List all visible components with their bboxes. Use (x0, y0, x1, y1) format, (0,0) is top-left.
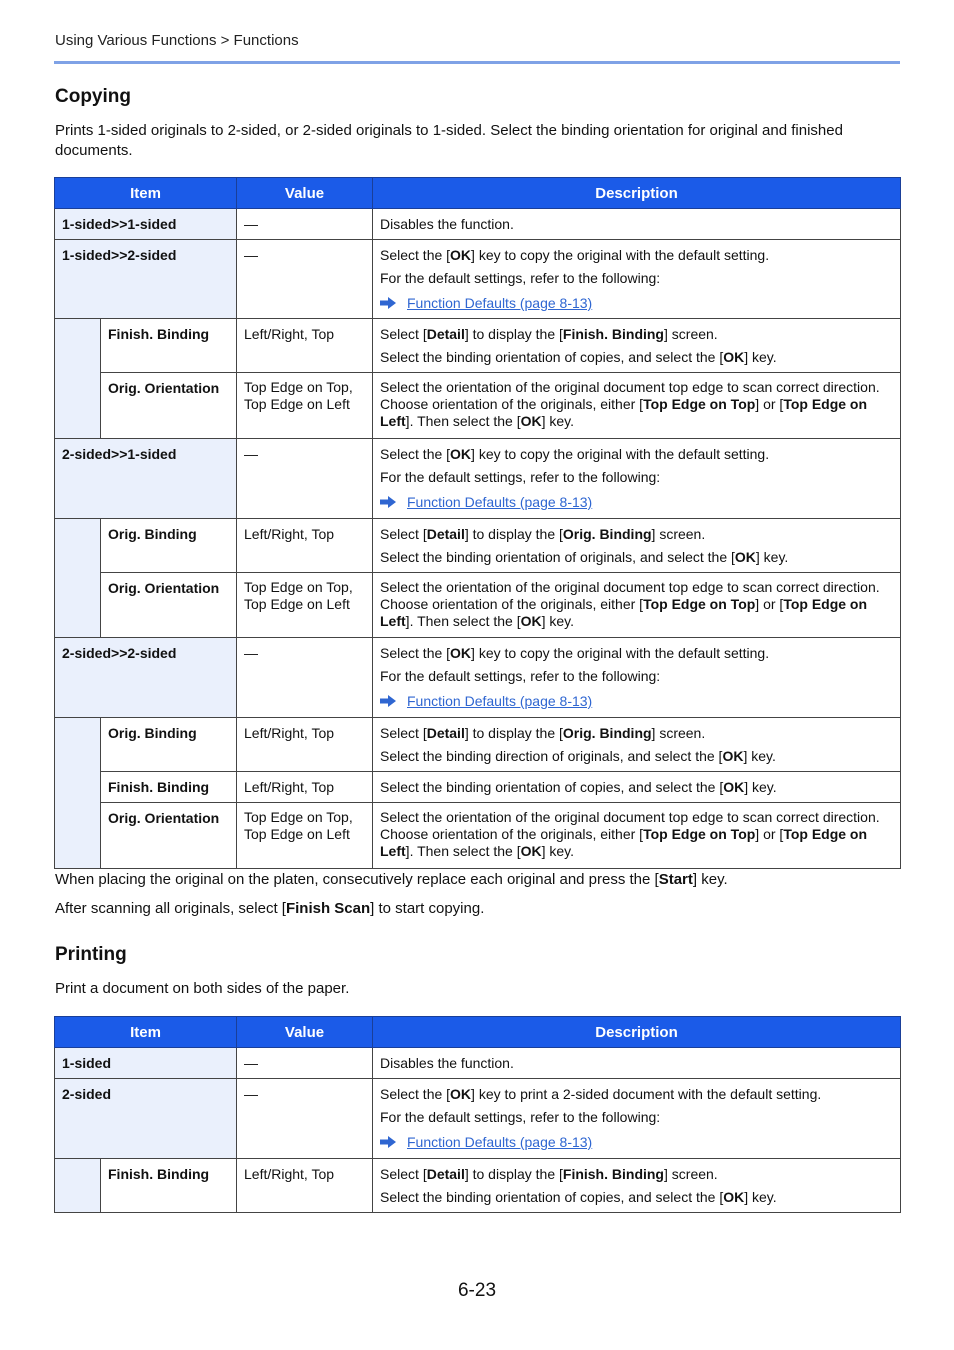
header-item: Item (55, 178, 237, 209)
value-cell: Top Edge on Top, Top Edge on Left (237, 373, 373, 439)
table-header-row (55, 178, 901, 209)
value-cell: — (237, 1079, 373, 1159)
description-cell (373, 772, 901, 803)
description-text: Select the [OK] key to print a 2-sided document with the default setting. (380, 1086, 822, 1102)
description-cell (373, 1079, 901, 1159)
copying-note-start: When placing the original on the platen, consecutively replace each original and press the [Start] key. (55, 871, 728, 888)
item-cell: Finish. Binding (101, 319, 237, 373)
printing-table (54, 1016, 901, 1213)
indent-cell (55, 1159, 101, 1213)
arrow-right-icon (380, 1134, 396, 1146)
description-text: Select the binding orientation of copies, and select the [OK] key. (380, 1189, 777, 1205)
table-row (55, 373, 901, 439)
description-cell (373, 1159, 901, 1213)
function-defaults-link[interactable]: Function Defaults (page 8-13) (407, 295, 593, 311)
table-row (55, 439, 901, 519)
value-cell: Left/Right, Top (237, 319, 373, 373)
function-defaults-link[interactable]: Function Defaults (page 8-13) (407, 693, 593, 709)
value-cell: — (237, 240, 373, 319)
item-cell: 1-sided (55, 1048, 237, 1079)
value-cell: — (237, 209, 373, 240)
indent-cell (55, 319, 101, 439)
item-cell: Orig. Binding (101, 519, 237, 573)
section-title-copying: Copying (55, 86, 131, 107)
value-cell: Top Edge on Top, Top Edge on Left (237, 803, 373, 869)
reference-link-row (380, 1133, 893, 1151)
header-value: Value (237, 1017, 373, 1048)
item-cell: Finish. Binding (101, 1159, 237, 1213)
description-text: Select [Detail] to display the [Finish. Binding] screen. (380, 326, 718, 342)
description-text: Select [Detail] to display the [Orig. Binding] screen. (380, 725, 706, 741)
table-row (55, 1079, 901, 1159)
breadcrumb: Using Various Functions > Functions (55, 32, 299, 49)
item-cell: Orig. Orientation (101, 573, 237, 638)
header-description: Description (373, 1017, 901, 1048)
table-row (55, 1048, 901, 1079)
table-row (55, 1159, 901, 1213)
value-cell: Left/Right, Top (237, 718, 373, 772)
function-defaults-link[interactable]: Function Defaults (page 8-13) (407, 1134, 593, 1150)
copying-intro: Prints 1-sided originals to 2-sided, or 2-sided originals to 1-sided. Select the binding orientation for original and finished documents. (55, 122, 843, 159)
page-number: 6-23 (457, 1280, 497, 1301)
description-text: For the default settings, refer to the following: (380, 668, 661, 684)
arrow-right-icon (380, 494, 396, 506)
value-cell: — (237, 439, 373, 519)
table-row (55, 209, 901, 240)
description-text: Disables the function. (380, 1055, 514, 1071)
printing-intro: Print a document on both sides of the paper. (55, 980, 350, 997)
value-cell: — (237, 638, 373, 718)
item-cell: Finish. Binding (101, 772, 237, 803)
description-text: For the default settings, refer to the following: (380, 1109, 661, 1125)
reference-link-row (380, 692, 893, 710)
description-cell (373, 638, 901, 718)
value-cell: Left/Right, Top (237, 1159, 373, 1213)
header-description: Description (373, 178, 901, 209)
table-row (55, 519, 901, 573)
copying-note-finish-scan: After scanning all originals, select [Finish Scan] to start copying. (55, 900, 485, 917)
item-cell: 2-sided>>2-sided (55, 638, 237, 718)
item-cell: Orig. Binding (101, 718, 237, 772)
description-cell (373, 240, 901, 319)
description-text: Select the [OK] key to copy the original with the default setting. (380, 645, 770, 661)
description-text: Select the orientation of the original document top edge to scan correct direction. Choose orientation of the originals, either [Top Edge on Top] or [Top Edge on Left]. Then select the [OK] key. (380, 809, 880, 859)
item-cell: 1-sided>>1-sided (55, 209, 237, 240)
header-item: Item (55, 1017, 237, 1048)
value-cell: Left/Right, Top (237, 772, 373, 803)
item-cell: Orig. Orientation (101, 803, 237, 869)
arrow-right-icon (380, 693, 396, 705)
description-text: Select the [OK] key to copy the original with the default setting. (380, 446, 770, 462)
header-value: Value (237, 178, 373, 209)
reference-link-row (380, 294, 893, 312)
indent-cell (55, 718, 101, 869)
description-text: Select the binding orientation of copies, and select the [OK] key. (380, 349, 777, 365)
description-text: For the default settings, refer to the following: (380, 469, 661, 485)
table-row (55, 573, 901, 638)
table-row (55, 638, 901, 718)
value-cell: — (237, 1048, 373, 1079)
description-text: Select [Detail] to display the [Orig. Binding] screen. (380, 526, 706, 542)
table-row (55, 718, 901, 772)
description-text: Select the binding orientation of copies, and select the [OK] key. (380, 779, 777, 795)
item-cell: 2-sided>>1-sided (55, 439, 237, 519)
description-text: Disables the function. (380, 216, 514, 232)
item-cell: Orig. Orientation (101, 373, 237, 439)
description-text: Select the binding direction of originals, and select the [OK] key. (380, 748, 776, 764)
indent-cell (55, 519, 101, 638)
description-cell (373, 519, 901, 573)
description-cell (373, 319, 901, 373)
reference-link-row (380, 493, 893, 511)
table-row (55, 240, 901, 319)
description-text: Select the orientation of the original document top edge to scan correct direction. Choose orientation of the originals, either [Top Edge on Top] or [Top Edge on Left]. Then select the [OK] key. (380, 379, 880, 429)
table-header-row (55, 1017, 901, 1048)
copying-table (54, 177, 901, 869)
description-text: Select [Detail] to display the [Finish. Binding] screen. (380, 1166, 718, 1182)
description-cell (373, 573, 901, 638)
table-row (55, 772, 901, 803)
value-cell: Left/Right, Top (237, 519, 373, 573)
arrow-right-icon (380, 295, 396, 307)
item-cell: 2-sided (55, 1079, 237, 1159)
description-cell (373, 373, 901, 439)
section-title-printing: Printing (55, 944, 127, 965)
table-row (55, 319, 901, 373)
description-cell (373, 209, 901, 240)
description-text: Select the orientation of the original document top edge to scan correct direction. Choose orientation of the originals, either [Top Edge on Top] or [Top Edge on Left]. Then select the [OK] key. (380, 579, 880, 629)
description-cell (373, 803, 901, 869)
item-cell: 1-sided>>2-sided (55, 240, 237, 319)
table-row (55, 803, 901, 869)
description-cell (373, 718, 901, 772)
description-text: Select the binding orientation of originals, and select the [OK] key. (380, 549, 789, 565)
description-cell (373, 439, 901, 519)
description-cell (373, 1048, 901, 1079)
header-rule (54, 61, 900, 64)
value-cell: Top Edge on Top, Top Edge on Left (237, 573, 373, 638)
function-defaults-link[interactable]: Function Defaults (page 8-13) (407, 494, 593, 510)
description-text: Select the [OK] key to copy the original with the default setting. (380, 247, 770, 263)
description-text: For the default settings, refer to the following: (380, 270, 661, 286)
